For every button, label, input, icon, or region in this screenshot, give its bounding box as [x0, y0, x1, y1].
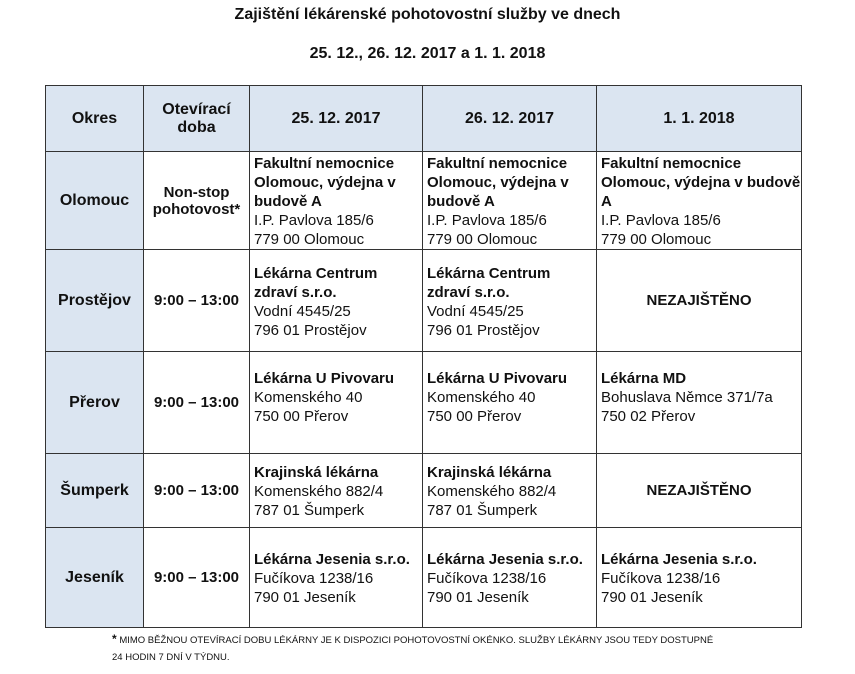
pharmacy-cell [423, 454, 597, 528]
pharmacy-address-line: 787 01 Šumperk [427, 502, 538, 519]
oteviraci-doba-cell: 9:00 – 13:00 [144, 528, 250, 628]
oteviraci-doba-cell: 9:00 – 13:00 [144, 250, 250, 352]
pharmacy-cell [423, 352, 597, 454]
header-okres: Okres [46, 86, 144, 152]
pharmacy-name: Fakultní nemocnice Olomouc, výdejna v budově A [254, 155, 396, 210]
pharmacy-name: Lékárna Jesenia s.r.o. [254, 551, 410, 568]
pharmacy-address-line: 796 01 Prostějov [427, 321, 540, 339]
oteviraci-doba-cell: 9:00 – 13:00 [144, 352, 250, 454]
table-row [46, 152, 802, 250]
pharmacy-address-line: 750 02 Přerov [601, 408, 696, 425]
pharmacy-cell [423, 250, 597, 352]
pharmacy-cell [250, 250, 423, 352]
pharmacy-address-line: Komenského 40 [254, 389, 363, 406]
table-row [46, 454, 802, 528]
pharmacy-cell [597, 152, 802, 250]
header-date-2: 26. 12. 2017 [423, 86, 597, 152]
pharmacy-address-line: Vodní 4545/25 [254, 302, 351, 320]
table-row [46, 250, 802, 352]
pharmacy-address-line: Fučíkova 1238/16 [427, 570, 547, 587]
oteviraci-doba-cell: Non-stop pohotovost* [144, 152, 250, 250]
okres-cell: Olomouc [46, 152, 144, 250]
pharmacy-address-line: Fučíkova 1238/16 [254, 570, 374, 587]
pharmacy-address-line: 790 01 Jeseník [427, 589, 529, 606]
footnote-text-1: MIMO BĚŽNOU OTEVÍRACÍ DOBU LÉKÁRNY JE K DISPOZICI POHOTOVOSTNÍ OKÉNKO. SLUŽBY LÉKÁRNY JSOU TEDY DOSTUPNÉ [119, 635, 714, 646]
pharmacy-name: Lékárna U Pivovaru [427, 370, 568, 387]
okres-cell: Přerov [46, 352, 144, 454]
table-row [46, 528, 802, 628]
table-row [46, 352, 802, 454]
pharmacy-address-line: 779 00 Olomouc [427, 231, 538, 248]
pharmacy-schedule-table [45, 85, 802, 628]
pharmacy-name: Krajinská lékárna [254, 464, 379, 481]
header-row [46, 86, 802, 152]
pharmacy-address-line: 787 01 Šumperk [254, 502, 365, 519]
document-subtitle-dates: 25. 12., 26. 12. 2017 a 1. 1. 2018 [309, 45, 546, 62]
pharmacy-name: Lékárna Jesenia s.r.o. [601, 551, 757, 568]
pharmacy-address-line: 779 00 Olomouc [601, 231, 712, 248]
pharmacy-address-line: 790 01 Jeseník [254, 589, 356, 606]
pharmacy-address-line: I.P. Pavlova 185/6 [254, 212, 374, 229]
pharmacy-address-line: Vodní 4545/25 [427, 302, 524, 320]
pharmacy-address-line: 779 00 Olomouc [254, 231, 365, 248]
pharmacy-address-line: I.P. Pavlova 185/6 [601, 212, 721, 229]
okres-cell: Šumperk [46, 454, 144, 528]
pharmacy-name: Fakultní nemocnice Olomouc, výdejna v budově A [601, 155, 801, 210]
footnote-line-2: 24 HODIN 7 DNÍ V TÝDNU. [112, 652, 230, 663]
pharmacy-cell-not-secured: NEZAJIŠTĚNO [597, 250, 802, 352]
pharmacy-name: Lékárna Centrum zdraví s.r.o. [427, 264, 551, 301]
header-oteviraci-doba: Otevírací doba [144, 86, 250, 152]
pharmacy-cell [423, 528, 597, 628]
header-date-3: 1. 1. 2018 [597, 86, 802, 152]
header-date-1: 25. 12. 2017 [250, 86, 423, 152]
pharmacy-address-line: Fučíkova 1238/16 [601, 570, 721, 587]
pharmacy-address-line: Komenského 40 [427, 389, 536, 406]
pharmacy-name: Lékárna Jesenia s.r.o. [427, 551, 583, 568]
footnote-line-1 [112, 632, 713, 646]
pharmacy-name: Fakultní nemocnice Olomouc, výdejna v budově A [427, 155, 569, 210]
pharmacy-name: Lékárna Centrum zdraví s.r.o. [254, 264, 378, 301]
pharmacy-cell [597, 528, 802, 628]
pharmacy-cell [423, 152, 597, 250]
oteviraci-doba-cell: 9:00 – 13:00 [144, 454, 250, 528]
pharmacy-address-line: Bohuslava Němce 371/7a [601, 389, 773, 406]
pharmacy-address-line: Komenského 882/4 [427, 483, 557, 500]
pharmacy-address-line: 796 01 Prostějov [254, 321, 367, 339]
pharmacy-cell [597, 352, 802, 454]
okres-cell: Prostějov [46, 250, 144, 352]
pharmacy-address-line: 790 01 Jeseník [601, 589, 703, 606]
pharmacy-name: Lékárna MD [601, 370, 687, 387]
footnote-star: * [112, 632, 117, 646]
pharmacy-name: Krajinská lékárna [427, 464, 552, 481]
document-title: Zajištění lékárenské pohotovostní služby ve dnech [234, 6, 621, 23]
pharmacy-address-line: 750 00 Přerov [254, 408, 349, 425]
pharmacy-cell [250, 352, 423, 454]
pharmacy-address-line: I.P. Pavlova 185/6 [427, 212, 547, 229]
pharmacy-address-line: Komenského 882/4 [254, 483, 384, 500]
okres-cell: Jeseník [46, 528, 144, 628]
pharmacy-address-line: 750 00 Přerov [427, 408, 522, 425]
pharmacy-cell-not-secured: NEZAJIŠTĚNO [597, 454, 802, 528]
pharmacy-cell [250, 454, 423, 528]
pharmacy-cell [250, 152, 423, 250]
pharmacy-cell [250, 528, 423, 628]
pharmacy-name: Lékárna U Pivovaru [254, 370, 395, 387]
